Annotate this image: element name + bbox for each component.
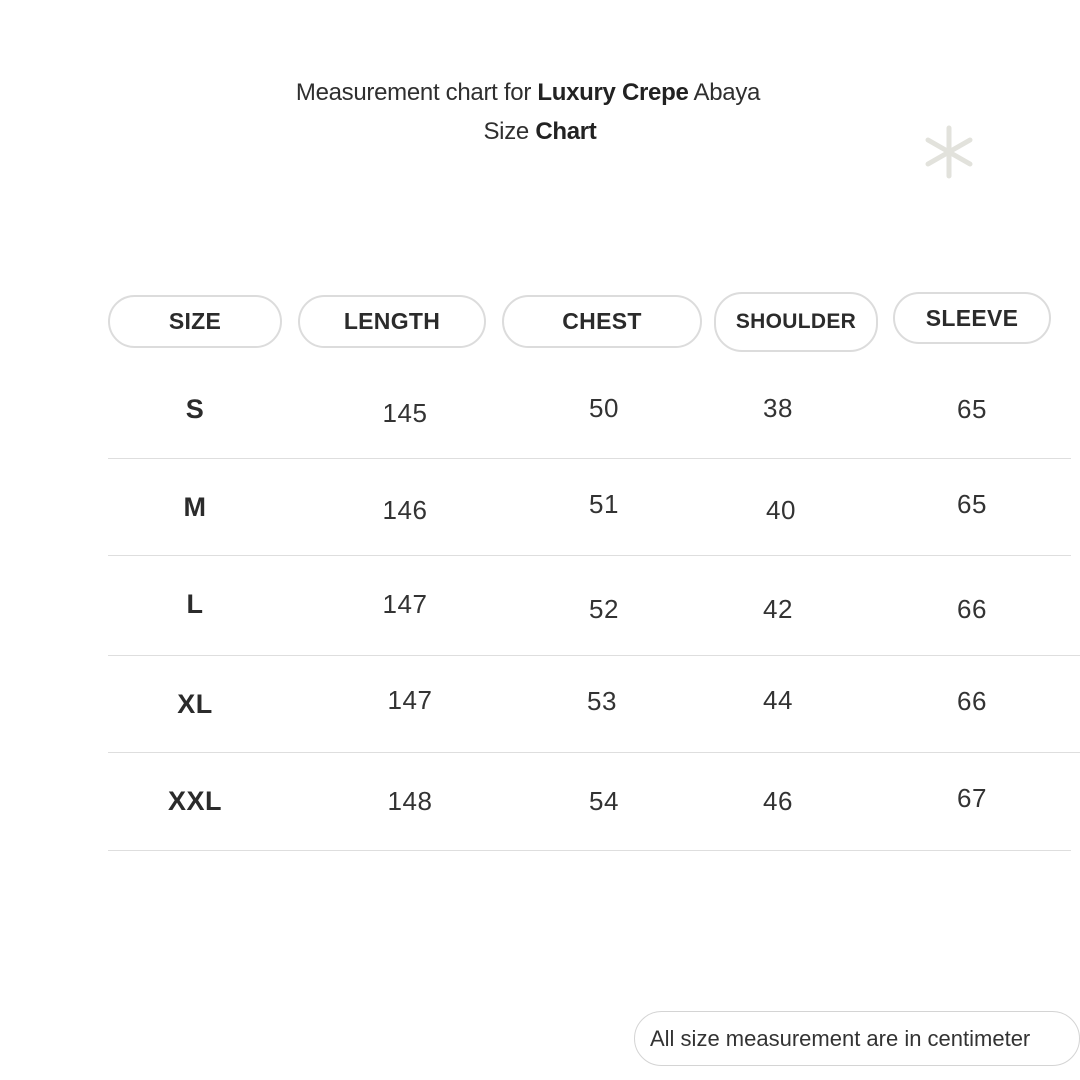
row-divider [108, 458, 1071, 459]
column-header-sleeve: SLEEVE [893, 292, 1051, 344]
table-cell-chest: 50 [589, 393, 619, 423]
column-header-shoulder: SHOULDER [714, 292, 878, 352]
table-cell-length: 147 [387, 685, 433, 715]
title-prefix: Measurement chart for [295, 79, 538, 106]
table-cell-shoulder: 44 [763, 685, 793, 715]
column-header-chest: CHEST [502, 295, 702, 348]
column-header-length: LENGTH [298, 295, 486, 348]
table-cell-shoulder: 40 [766, 495, 796, 525]
product-name: Luxury Crepe [537, 79, 689, 106]
table-cell-chest: 53 [587, 686, 617, 716]
table-cell-sleeve: 65 [957, 489, 987, 519]
table-cell-chest: 51 [589, 489, 619, 519]
table-cell-length: 148 [387, 786, 433, 816]
table-cell-length: 147 [382, 589, 428, 619]
chart-title [0, 79, 1068, 107]
table-cell-sleeve: 66 [957, 594, 987, 624]
subtitle-prefix: Size [483, 118, 536, 145]
table-cell-size: M [183, 492, 207, 522]
units-note: All size measurement are in centimeter [634, 1011, 1080, 1066]
table-cell-shoulder: 42 [763, 594, 793, 624]
row-divider [108, 752, 1080, 753]
title-suffix: Abaya [688, 79, 761, 106]
table-cell-chest: 54 [589, 786, 619, 816]
table-cell-size: XXL [167, 786, 223, 816]
table-cell-length: 146 [382, 495, 428, 525]
chart-subtitle [0, 118, 1080, 146]
table-cell-sleeve: 65 [957, 394, 987, 424]
table-cell-chest: 52 [589, 594, 619, 624]
column-header-size: SIZE [108, 295, 282, 348]
table-cell-size: L [186, 589, 204, 619]
row-divider [108, 655, 1080, 656]
table-cell-sleeve: 66 [957, 686, 987, 716]
table-cell-shoulder: 38 [763, 393, 793, 423]
table-cell-size: S [185, 394, 205, 424]
asterisk-icon [919, 122, 979, 182]
row-divider [108, 850, 1071, 851]
subtitle-bold: Chart [535, 118, 597, 145]
table-cell-length: 145 [382, 398, 428, 428]
table-cell-sleeve: 67 [957, 783, 987, 813]
table-cell-shoulder: 46 [763, 786, 793, 816]
row-divider [108, 555, 1071, 556]
table-cell-size: XL [177, 689, 213, 719]
